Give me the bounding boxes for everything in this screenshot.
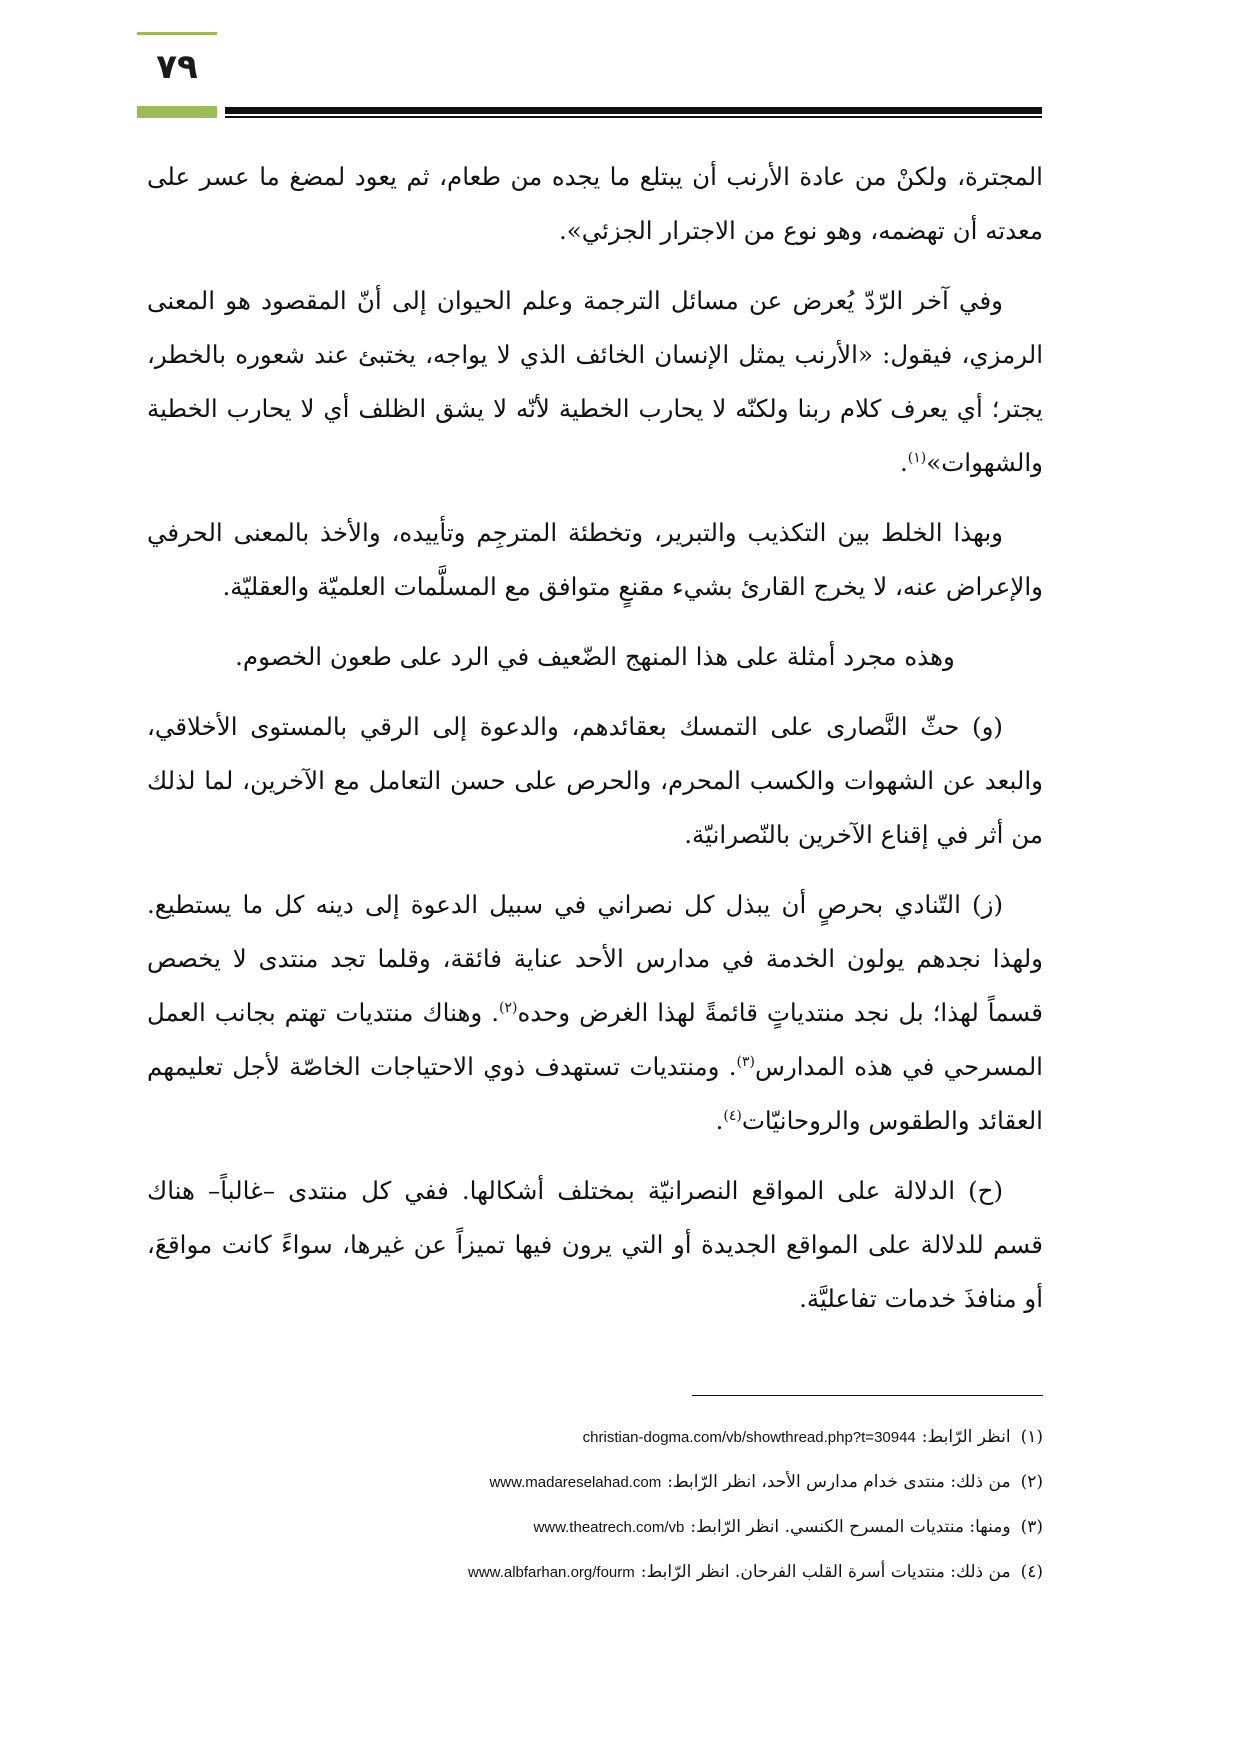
period: .	[899, 448, 908, 477]
footnote-number: (٣)	[1020, 1517, 1043, 1537]
paragraph	[147, 150, 1043, 258]
paragraph	[147, 700, 1043, 862]
paragraph-text: . ومنتديات تستهدف ذوي الاحتياجات الخاصّة لأجل تعليمهم العقائد والطقوس والروحانيّات	[147, 1052, 1043, 1135]
page-number-top-rule	[137, 32, 217, 35]
footnote-number: (٢)	[1020, 1472, 1043, 1492]
header-green-bar	[137, 106, 217, 118]
paragraph-text: (ح) الدلالة على المواقع النصرانيّة بمختلف أشكالها. ففي كل منتدى –غالباً– هناك قسم للدلالة على المواقع الجديدة أو التي يرون فيها تميزاً عن غيرها، سواءً كانت مواقعَ، أو منافذَ خدمات تفاعليَّة.	[147, 1176, 1043, 1313]
footnote-ref: (٢)	[499, 999, 518, 1016]
paragraph-text: وهذه مجرد أمثلة على هذا المنهج الضّعيف في الرد على طعون الخصوم.	[235, 642, 955, 671]
footnote-text: من ذلك: منتديات أسرة القلب الفرحان. انظر الرّابط:	[640, 1562, 1011, 1582]
paragraph	[147, 274, 1043, 490]
footnote-number: (٤)	[1020, 1562, 1043, 1582]
footnote-3	[147, 1505, 1043, 1550]
footnote-ref: (٤)	[723, 1107, 742, 1124]
page-number: ٧٩	[156, 47, 198, 87]
footnote-link[interactable]: www.madareselahad.com	[489, 1474, 662, 1491]
footnotes	[147, 1415, 1043, 1595]
paragraph	[147, 878, 1043, 1148]
header-rule-thin	[225, 116, 1042, 118]
paragraph	[147, 630, 1043, 684]
footnote-ref: (١)	[907, 449, 927, 466]
footnote-link[interactable]: www.albfarhan.org/fourm	[468, 1564, 635, 1581]
footnote-4	[147, 1550, 1043, 1595]
paragraph-text: وفي آخر الرّدّ يُعرض عن مسائل الترجمة وعلم الحيوان إلى أنّ المقصود هو المعنى الرمزي، فيقول: «الأرنب يمثل الإنسان الخائف الذي لا يواجه، يختبئ عند شعوره بالخطر، يجتر؛ أي يعرف كلام ربنا ولكنّه لا يحارب الخطية لأنّه لا يشق الظلف أي لا يحارب الخطية والشهوات»	[147, 286, 1043, 477]
footnote-number: (١)	[1020, 1427, 1043, 1447]
footnote-link[interactable]: www.theatrech.com/vb	[533, 1519, 685, 1536]
paragraph-text: وبهذا الخلط بين التكذيب والتبرير، وتخطئة المترجِم وتأييده، والأخذ بالمعنى الحرفي والإعراض عنه، لا يخرج القارئ بشيء مقنعٍ متوافق مع المسلَّمات العلميّة والعقليّة.	[147, 518, 1043, 601]
period: .	[715, 1106, 724, 1135]
footnote-text: انظر الرّابط:	[921, 1427, 1011, 1447]
footnote-2	[147, 1460, 1043, 1505]
paragraph	[147, 1164, 1043, 1326]
paragraph-text: (و) حثّ النَّصارى على التمسك بعقائدهم، والدعوة إلى الرقي بالمستوى الأخلاقي، والبعد عن الشهوات والكسب المحرم، والحرص على حسن التعامل مع الآخرين، لما لذلك من أثر في إقناع الآخرين بالنّصرانيّة.	[147, 712, 1043, 849]
header-rule	[225, 107, 1042, 114]
footnote-ref: (٣)	[736, 1053, 756, 1070]
paragraph-text: المجترة، ولكنْ من عادة الأرنب أن يبتلع ما يجده من طعام، ثم يعود لمضغ ما عسر على معدته أن تهضمه، وهو نوع من الاجترار الجزئي».	[147, 162, 1043, 245]
footnote-separator	[692, 1395, 1043, 1396]
footnote-1	[147, 1415, 1043, 1460]
paragraph-text: (ز) التّنادي بحرصٍ أن يبذل كل نصراني في سبيل الدعوة إلى دينه كل ما يستطيع. ولهذا نجدهم يولون الخدمة في مدارس الأحد عناية فائقة، وقلما تجد منتدى لا يخصص قسماً لهذا؛ بل نجد منتدياتٍ قائمةً لهذا الغرض وحده	[147, 890, 1043, 1027]
body-text	[147, 150, 1043, 1342]
paragraph-text: . وهناك منتديات تهتم بجانب العمل المسرحي في هذه المدارس	[147, 998, 1043, 1081]
footnote-text: من ذلك: منتدى خدام مدارس الأحد، انظر الرّابط:	[667, 1472, 1011, 1492]
footnote-link[interactable]: christian-dogma.com/vb/showthread.php?t=30944	[582, 1429, 916, 1446]
footnote-text: ومنها: منتديات المسرح الكنسي. انظر الرّابط:	[690, 1517, 1011, 1537]
paragraph	[147, 506, 1043, 614]
